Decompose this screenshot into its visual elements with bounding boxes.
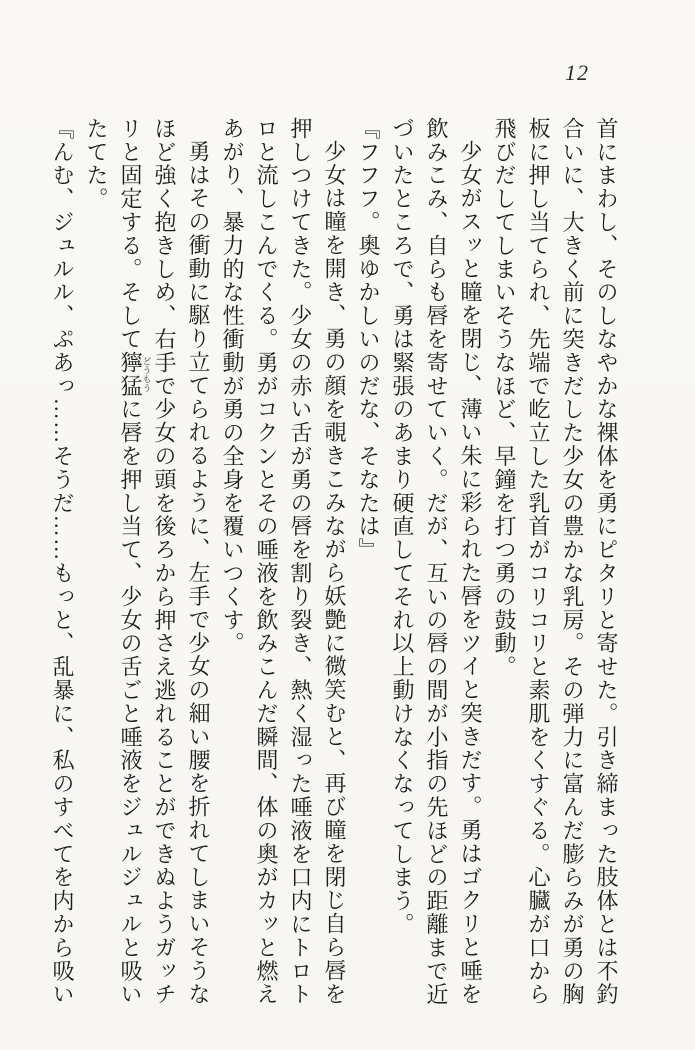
paragraph-6 bbox=[45, 117, 79, 1010]
text-run: 勇はその衝動に駆り立てられるように、左手で少女の細い腰を折れてしまいそうなほど強く抱きしめ、右手で少女の頭を後ろから押さえ逃れることができぬようガッチリと固定する。そして bbox=[118, 117, 211, 1007]
text-run: 少女がスッと瞳を閉じ、薄い朱に彩られた唇をツイと突きだす。勇はゴクリと唾を飲みこみ、自らも唇を寄せていく。だが、互いの唇の間が小指の先ほどの距離まで近づいたところで、勇は緊張のあまり硬直してそれ以上動けなくなってしまう。 bbox=[390, 117, 483, 1007]
text-run: 『んむ、ジュルル、ぷあっ……そうだ……もっと、乱暴に、私のすべてを内から吸い bbox=[50, 117, 75, 1007]
text-run: 首にまわし、そのしなやかな裸体を勇にピタリと寄せた。引き締まった肢体とは不釣合いに、大きく前に突きだした少女の豊かな乳房。その弾力に富んだ膨らみが勇の胸板に押し当てられ、先端で屹立した乳首がコリコリと素肌をくすぐる。心臓が口から飛びだしてしまいそうなほど、早鐘を打つ勇の鼓動。 bbox=[492, 117, 619, 1007]
page-number: 12 bbox=[565, 60, 589, 85]
text-run: 少女は瞳を開き、勇の顔を覗きこみながら妖艶に微笑むと、再び瞳を閉じ自ら唇を押しつけてきた。少女の赤い舌が勇の唇を割り裂き、熱く湿った唾液を口内にトロトロと流しこんでくる。勇がコクンとその唾液を飲みこんだ瞬間、体の奥がカッと燃えあがり、暴力的な性衝動が勇の全身を覆いつくす。 bbox=[220, 117, 347, 1007]
text-run: 『フフフ。奥ゆかしいのだな、そなたは』 bbox=[356, 117, 381, 562]
text-run: に唇を押し当て、少女の舌ごと唾液をジュルジュルと吸いたてた。 bbox=[84, 117, 143, 1007]
paragraph-3 bbox=[351, 117, 385, 1010]
ruby-annotated-word: 獰猛どうもう bbox=[118, 351, 152, 398]
vertical-text-block bbox=[45, 117, 623, 1010]
paragraph-1 bbox=[487, 117, 623, 1010]
paragraph-2 bbox=[385, 117, 487, 1010]
paragraph-5 bbox=[79, 117, 215, 1010]
paragraph-4 bbox=[215, 117, 351, 1010]
